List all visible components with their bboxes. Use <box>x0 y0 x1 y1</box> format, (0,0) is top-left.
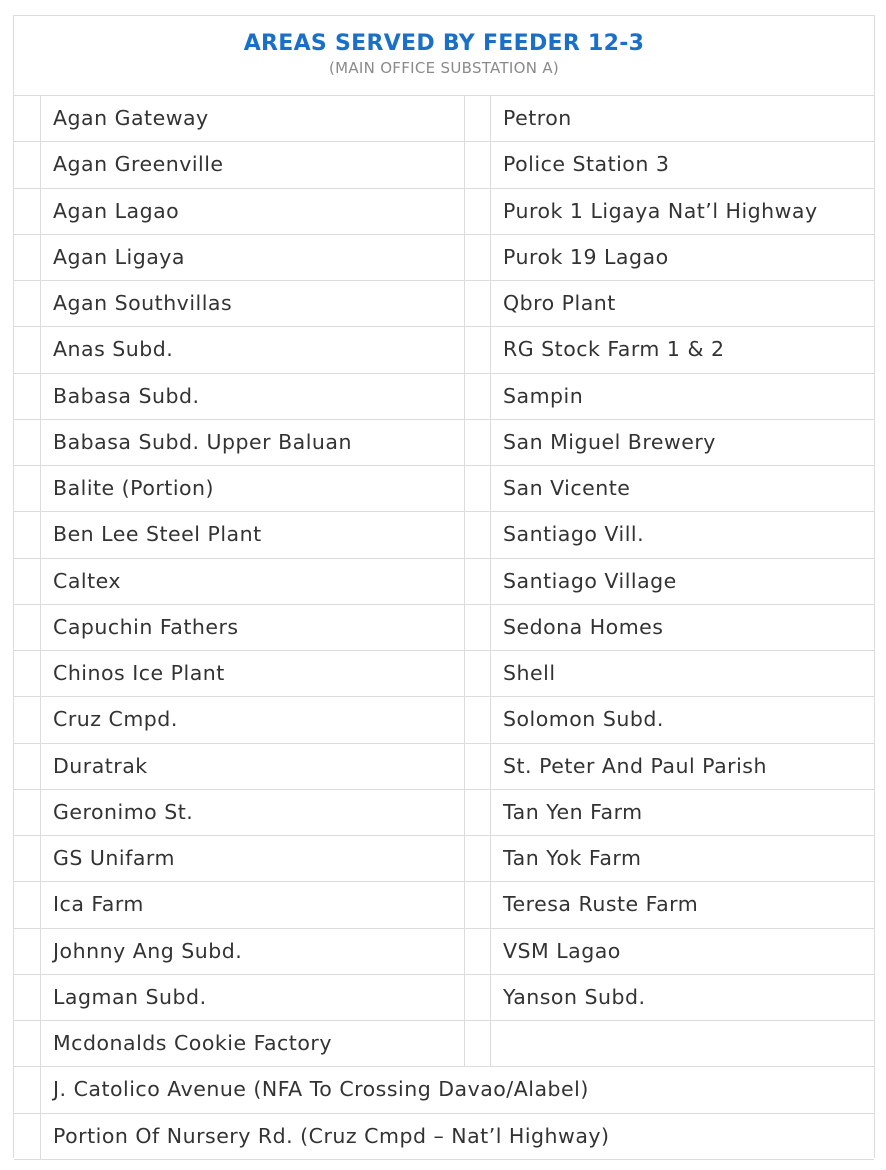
area-name-left: Duratrak <box>41 744 465 789</box>
area-name-left: Agan Lagao <box>41 189 465 234</box>
row-gutter <box>14 1021 41 1066</box>
table-header <box>14 16 874 96</box>
row-gutter <box>14 836 41 881</box>
table-row <box>14 697 874 743</box>
table-row <box>14 235 874 281</box>
table-row <box>14 836 874 882</box>
row-gutter <box>14 790 41 835</box>
row-gutter <box>465 651 491 696</box>
area-name-left: Capuchin Fathers <box>41 605 465 650</box>
area-name-left: Geronimo St. <box>41 790 465 835</box>
area-name-right: San Vicente <box>503 476 631 500</box>
area-name-left: Agan Ligaya <box>41 235 465 280</box>
area-name-left: Caltex <box>41 559 465 604</box>
table-row <box>14 142 874 188</box>
table-row <box>14 651 874 697</box>
row-gutter <box>465 929 491 974</box>
table-row <box>14 466 874 512</box>
area-name-right: RG Stock Farm 1 & 2 <box>503 337 725 362</box>
row-gutter <box>465 975 491 1020</box>
table-row <box>14 882 874 928</box>
row-gutter <box>465 790 491 835</box>
row-gutter <box>14 142 41 187</box>
table-row <box>14 1021 874 1067</box>
area-name-left: Babasa Subd. <box>41 374 465 419</box>
row-gutter <box>14 651 41 696</box>
row-gutter <box>465 744 491 789</box>
page-subtitle: (MAIN OFFICE SUBSTATION A) <box>328 59 560 77</box>
row-gutter <box>14 374 41 419</box>
area-name-left: Agan Southvillas <box>41 281 465 326</box>
row-gutter <box>14 512 41 557</box>
area-name-right: Sedona Homes <box>503 614 664 639</box>
table-row <box>14 744 874 790</box>
row-gutter <box>465 96 491 141</box>
table-row <box>14 420 874 466</box>
table-row <box>14 281 874 327</box>
table-row <box>14 327 874 373</box>
row-gutter <box>465 697 491 742</box>
row-gutter <box>465 189 491 234</box>
row-gutter <box>14 189 41 234</box>
area-name-left: Balite (Portion) <box>41 466 465 511</box>
table-row-full <box>14 1114 874 1160</box>
area-name-left: Ben Lee Steel Plant <box>41 512 465 557</box>
row-gutter <box>465 836 491 881</box>
row-gutter <box>14 975 41 1020</box>
area-name-right: Purok 19 Lagao <box>503 244 669 269</box>
area-name-right: Purok 1 Ligaya Nat’l Highway <box>503 198 818 223</box>
table-row <box>14 605 874 651</box>
row-gutter <box>465 281 491 326</box>
area-name-left: Lagman Subd. <box>41 975 465 1020</box>
row-gutter <box>465 512 491 557</box>
area-name-right: Santiago Village <box>503 568 677 593</box>
row-gutter <box>465 235 491 280</box>
area-name-right: Santiago Vill. <box>503 522 645 547</box>
area-name-left: Anas Subd. <box>41 327 465 372</box>
table-row <box>14 929 874 975</box>
area-name-right: St. Peter And Paul Parish <box>503 753 767 778</box>
row-gutter <box>14 697 41 742</box>
table-row <box>14 790 874 836</box>
area-name-left: Mcdonalds Cookie Factory <box>41 1021 465 1066</box>
table-row <box>14 96 874 142</box>
area-name-right: Petron <box>503 106 572 130</box>
area-name-left: Chinos Ice Plant <box>41 651 465 696</box>
row-gutter <box>14 327 41 372</box>
area-name-right: San Miguel Brewery <box>503 429 716 454</box>
area-name-right: Tan Yok Farm <box>503 846 642 870</box>
row-gutter <box>14 605 41 650</box>
row-gutter <box>14 929 41 974</box>
row-gutter <box>465 420 491 465</box>
area-name-right: Solomon Subd. <box>503 707 664 732</box>
area-name-right: VSM Lagao <box>503 938 621 963</box>
row-gutter <box>465 142 491 187</box>
area-name-full: Portion Of Nursery Rd. (Cruz Cmpd – Nat’l Highway) <box>53 1123 610 1148</box>
area-name-left: Babasa Subd. Upper Baluan <box>41 420 465 465</box>
table-row-full <box>14 1067 874 1113</box>
row-gutter <box>465 605 491 650</box>
row-gutter <box>14 1067 41 1112</box>
areas-table <box>13 15 875 1158</box>
row-gutter <box>465 1021 491 1066</box>
row-gutter <box>14 281 41 326</box>
row-gutter <box>14 882 41 927</box>
row-gutter <box>14 420 41 465</box>
row-gutter <box>14 744 41 789</box>
area-name-right: Sampin <box>503 383 584 408</box>
table-row <box>14 189 874 235</box>
row-gutter <box>14 466 41 511</box>
row-gutter <box>14 96 41 141</box>
area-name-left: Cruz Cmpd. <box>41 697 465 742</box>
row-gutter <box>465 327 491 372</box>
area-name-right: Shell <box>503 661 556 685</box>
area-name-right: Qbro Plant <box>503 291 616 315</box>
area-name-left: GS Unifarm <box>41 836 465 881</box>
row-gutter <box>14 235 41 280</box>
page-title: AREAS SERVED BY FEEDER 12-3 <box>243 31 645 56</box>
table-row <box>14 975 874 1021</box>
area-name-right: Yanson Subd. <box>503 984 646 1009</box>
area-name-left: Agan Gateway <box>41 96 465 141</box>
row-gutter <box>465 559 491 604</box>
area-name-left: Ica Farm <box>41 882 465 927</box>
table-row <box>14 512 874 558</box>
table-row <box>14 559 874 605</box>
area-name-left: Agan Greenville <box>41 142 465 187</box>
area-name-right: Police Station 3 <box>503 152 670 177</box>
area-name-full: J. Catolico Avenue (NFA To Crossing Davao/Alabel) <box>53 1077 589 1102</box>
row-gutter <box>465 882 491 927</box>
row-gutter <box>465 374 491 419</box>
area-name-right: Teresa Ruste Farm <box>503 892 699 917</box>
row-gutter <box>14 559 41 604</box>
area-name-right <box>491 1021 874 1066</box>
row-gutter <box>14 1114 41 1159</box>
area-name-right: Tan Yen Farm <box>503 799 643 824</box>
table-body <box>14 96 874 1160</box>
row-gutter <box>465 466 491 511</box>
area-name-left: Johnny Ang Subd. <box>41 929 465 974</box>
table-row <box>14 374 874 420</box>
